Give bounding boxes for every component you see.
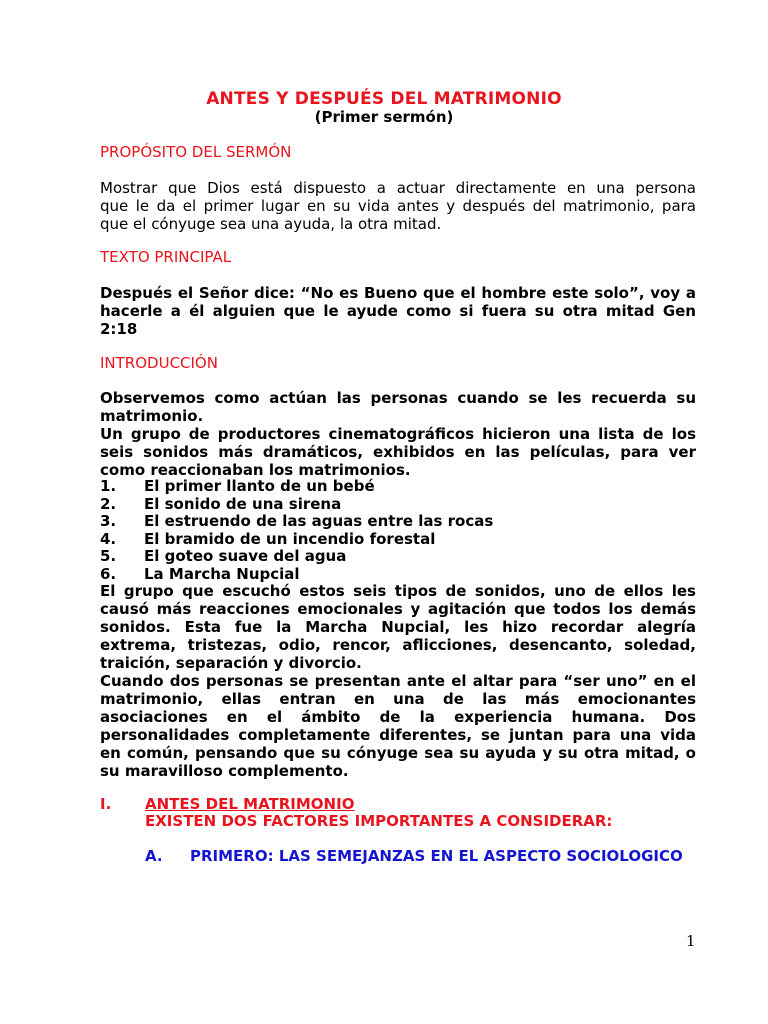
list-item-number: 4. (100, 529, 117, 548)
texto-principal-paragraph (100, 284, 696, 338)
list-item-number: 6. (100, 564, 117, 583)
paragraph-line: matrimonio, ellas entran en una de las más emocionantes (100, 690, 696, 708)
subsection-title: PRIMERO: LAS SEMEJANZAS EN EL ASPECTO SOCIOLOGICO (190, 847, 683, 865)
introduccion-paragraph-2 (100, 582, 696, 780)
paragraph-line: Observemos como actúan las personas cuando se les recuerda su (100, 389, 696, 407)
list-item-number: 3. (100, 512, 117, 530)
list-item-text: El primer llanto de un bebé (144, 477, 375, 495)
list-item (100, 477, 696, 495)
document-title: ANTES Y DESPUÉS DEL MATRIMONIO (206, 89, 562, 109)
paragraph-line: Mostrar que Dios está dispuesto a actuar directamente en una persona (100, 179, 696, 197)
section-number: I. (100, 795, 112, 813)
list-item-number: 5. (100, 547, 117, 565)
texto-principal-heading: TEXTO PRINCIPAL (100, 248, 232, 266)
paragraph-line: Después el Señor dice: “No es Bueno que el hombre este solo”, voy a (100, 284, 696, 302)
paragraph-line: asociaciones en el ámbito de la experiencia humana. Dos (100, 708, 696, 726)
paragraph-line: El grupo que escuchó estos seis tipos de sonidos, uno de ellos les (100, 582, 696, 600)
list-item (100, 547, 696, 565)
subsection-number: A. (145, 847, 163, 865)
sounds-list (100, 477, 696, 582)
paragraph-line: personalidades completamente diferentes, se juntan para una vida (100, 726, 696, 744)
list-item-text: La Marcha Nupcial (144, 564, 300, 583)
section-title: ANTES DEL MATRIMONIO (145, 795, 355, 813)
list-item-text: El goteo suave del agua (144, 547, 347, 565)
introduccion-heading: INTRODUCCIÓN (100, 354, 218, 372)
paragraph-line: extrema, tristezas, odio, rencor, aflicciones, desencanto, soledad, (100, 636, 696, 654)
list-item (100, 512, 696, 530)
paragraph-line: como reaccionaban los matrimonios. (100, 461, 411, 479)
proposito-heading: PROPÓSITO DEL SERMÓN (100, 143, 292, 161)
paragraph-line: que el cónyuge sea una ayuda, la otra mitad. (100, 215, 442, 233)
paragraph-line: en común, pensando que su cónyuge sea su ayuda y su otra mitad, o (100, 744, 696, 762)
list-item (100, 565, 696, 583)
paragraph-line: que le da el primer lugar en su vida antes y después del matrimonio, para (100, 197, 696, 215)
paragraph-line: su maravilloso complemento. (100, 762, 349, 780)
subsection-a-heading (145, 847, 683, 865)
list-item-number: 2. (100, 494, 117, 513)
paragraph-line: causó más reacciones emocionales y agitación que todos los demás (100, 600, 696, 618)
proposito-paragraph (100, 179, 696, 233)
list-item-text: El estruendo de las aguas entre las rocas (144, 512, 494, 530)
document-subtitle: (Primer sermón) (314, 108, 454, 126)
paragraph-line: Un grupo de productores cinematográficos hicieron una lista de los (100, 425, 696, 443)
section-subtitle: EXISTEN DOS FACTORES IMPORTANTES A CONSIDERAR: (145, 812, 613, 830)
list-item (100, 495, 696, 513)
list-item-text: El bramido de un incendio forestal (144, 529, 436, 548)
paragraph-line: Cuando dos personas se presentan ante el altar para “ser uno” en el (100, 672, 696, 690)
page-number: 1 (686, 932, 696, 950)
introduccion-paragraph-1 (100, 389, 696, 479)
list-item-text: El sonido de una sirena (144, 494, 342, 513)
paragraph-line: 2:18 (100, 320, 138, 338)
paragraph-line: hacerle a él alguien que le ayude como si fuera su otra mitad Gen (100, 302, 696, 320)
paragraph-line: traición, separación y divorcio. (100, 654, 362, 672)
list-item-number: 1. (100, 477, 117, 495)
paragraph-line: seis sonidos más dramáticos, exhibidos en las películas, para ver (100, 443, 696, 461)
list-item (100, 530, 696, 548)
paragraph-line: matrimonio. (100, 407, 204, 425)
paragraph-line: sonidos. Esta fue la Marcha Nupcial, les hizo recordar alegría (100, 618, 696, 636)
